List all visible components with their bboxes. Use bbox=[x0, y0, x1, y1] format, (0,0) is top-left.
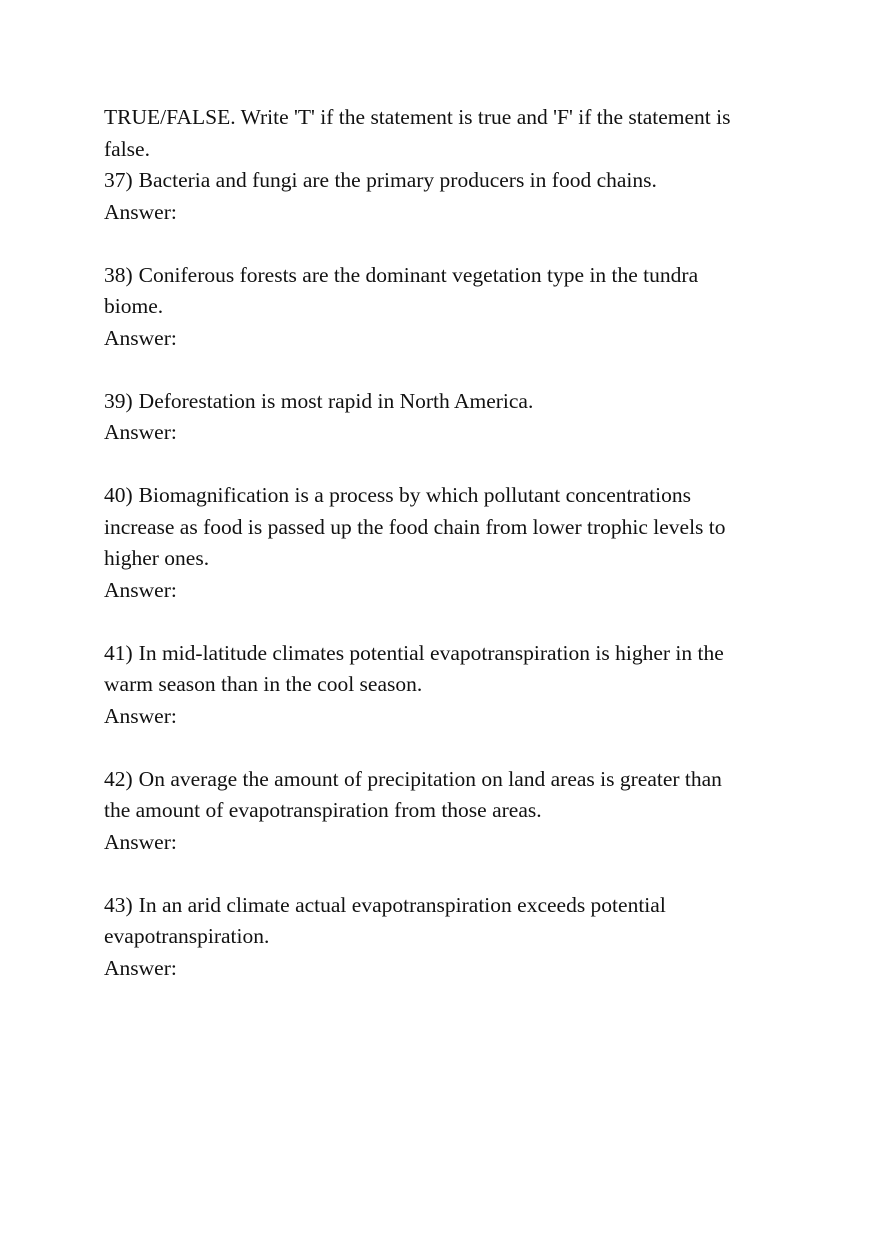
answer-label: Answer: bbox=[104, 577, 177, 602]
question-40 bbox=[104, 480, 744, 606]
question-39 bbox=[104, 386, 744, 449]
answer-label: Answer: bbox=[104, 199, 177, 224]
answer-label: Answer: bbox=[104, 703, 177, 728]
question-statement: In an arid climate actual evapotranspiration exceeds potential evapotranspiration. bbox=[104, 892, 666, 948]
question-37 bbox=[104, 165, 744, 228]
question-statement: Bacteria and fungi are the primary producers in food chains. bbox=[138, 168, 657, 192]
question-41 bbox=[104, 638, 744, 733]
question-statement: Deforestation is most rapid in North America. bbox=[138, 388, 534, 413]
question-text bbox=[104, 638, 744, 701]
answer-label: Answer: bbox=[104, 955, 177, 980]
question-text bbox=[104, 480, 744, 575]
question-text bbox=[104, 165, 744, 197]
document-page bbox=[104, 102, 744, 984]
question-number: 38) bbox=[104, 262, 133, 287]
question-statement: Coniferous forests are the dominant vegetation type in the tundra biome. bbox=[104, 262, 699, 318]
answer-label: Answer: bbox=[104, 420, 177, 444]
instructions-text: TRUE/FALSE. Write 'T' if the statement is true and 'F' if the statement is false. bbox=[104, 105, 731, 161]
question-text bbox=[104, 764, 744, 827]
answer-label: Answer: bbox=[104, 325, 177, 350]
question-43 bbox=[104, 890, 744, 985]
question-statement: Biomagnification is a process by which pollutant concentrations increase as food is passed up the food chain from lower trophic levels to higher ones. bbox=[104, 483, 726, 570]
answer-label: Answer: bbox=[104, 829, 177, 854]
question-number: 41) bbox=[104, 640, 133, 665]
question-statement: In mid-latitude climates potential evapotranspiration is higher in the warm season than in the cool season. bbox=[104, 640, 724, 696]
question-number: 39) bbox=[104, 388, 133, 413]
question-number: 37) bbox=[104, 168, 133, 192]
question-38 bbox=[104, 260, 744, 355]
question-number: 43) bbox=[104, 892, 133, 917]
question-statement: On average the amount of precipitation on land areas is greater than the amount of evapotranspiration from those areas. bbox=[104, 766, 722, 822]
question-number: 42) bbox=[104, 766, 133, 791]
question-text bbox=[104, 386, 744, 418]
question-number: 40) bbox=[104, 483, 133, 507]
question-42 bbox=[104, 764, 744, 859]
question-text bbox=[104, 890, 744, 953]
question-text bbox=[104, 260, 744, 323]
